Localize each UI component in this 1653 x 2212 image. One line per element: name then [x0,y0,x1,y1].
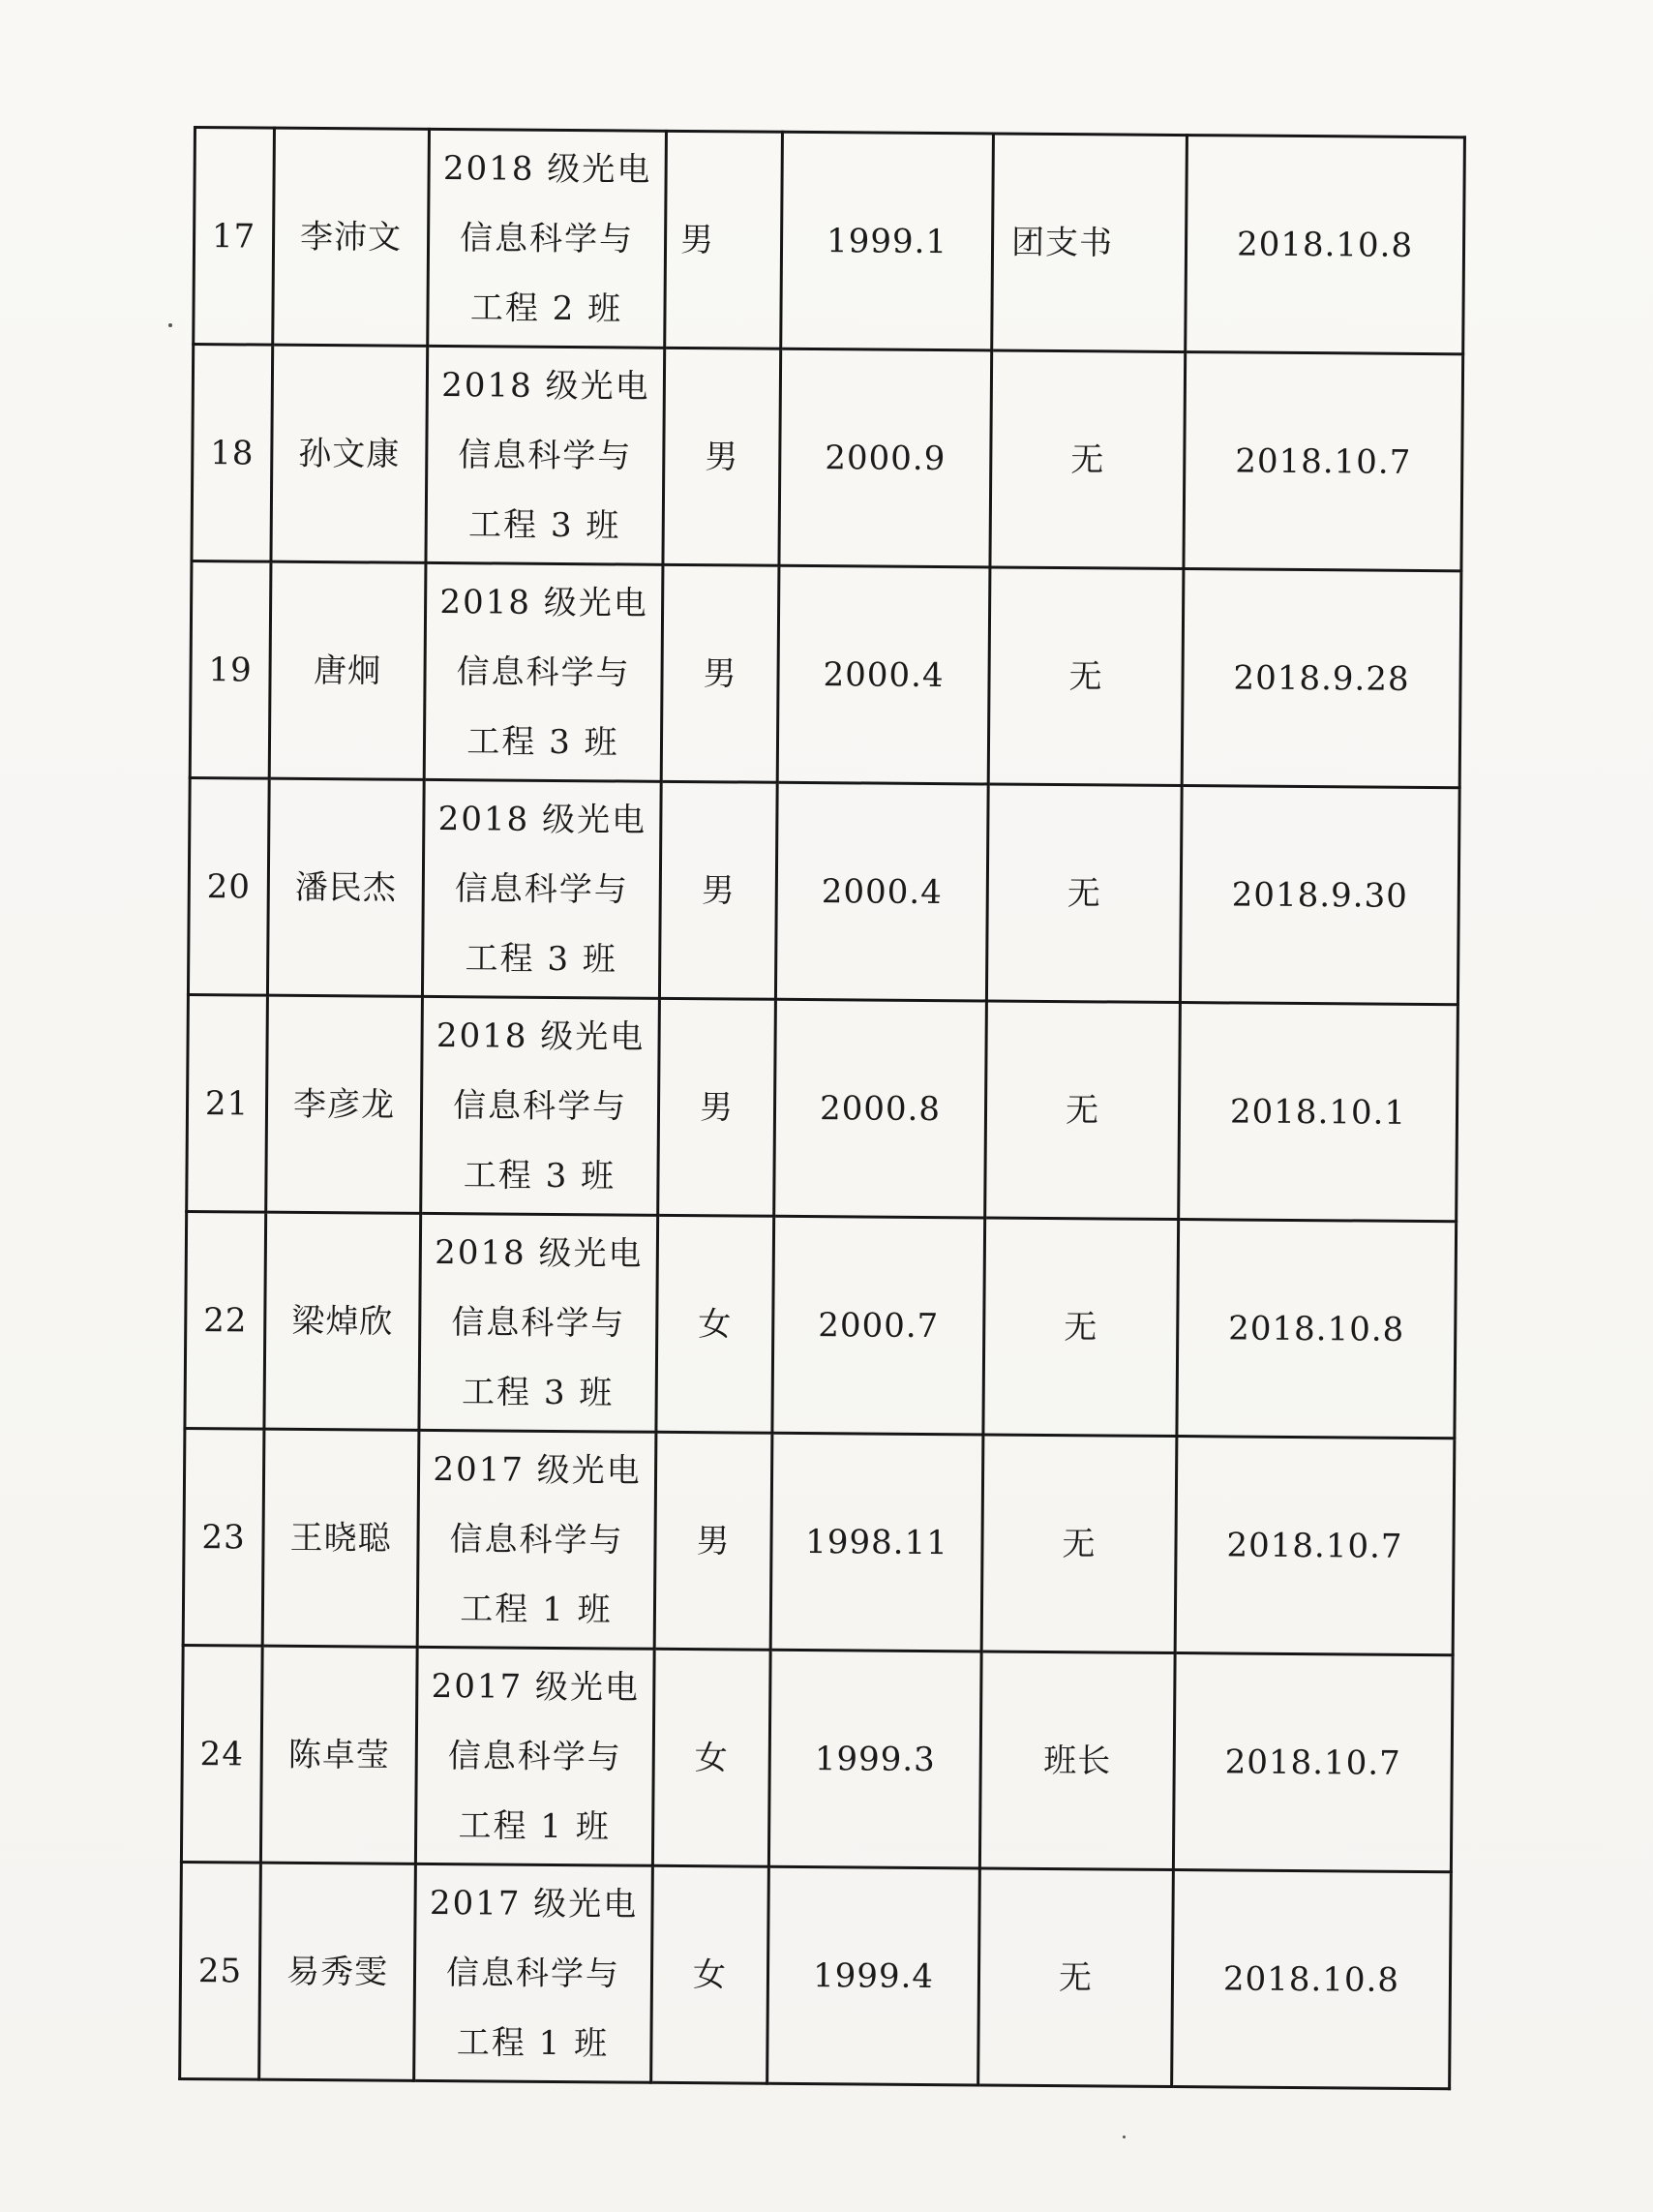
table-row [194,128,1465,354]
gender-cell: 女 [656,1215,774,1433]
table-row [192,345,1463,571]
position-cell: 无 [978,1868,1174,2087]
row-number: 18 [192,345,273,562]
row-number: 21 [187,994,268,1212]
gender-cell: 男 [654,1432,772,1650]
member-table [178,126,1466,2090]
birth-cell: 2000.7 [772,1216,985,1435]
table-row [190,561,1461,787]
birth-cell: 1999.1 [781,132,994,350]
row-number: 20 [188,777,269,995]
birth-cell: 1999.4 [767,1866,980,2085]
date-cell: 2018.10.7 [1184,352,1463,571]
member-name: 梁焯欣 [264,1212,421,1430]
class-cell: 2017 级光电 信息科学与 工程 1 班 [414,1864,653,2082]
birth-cell: 1999.3 [768,1650,981,1868]
scan-speck [1123,2136,1126,2138]
member-name: 潘民杰 [267,778,424,996]
row-number: 25 [180,1862,261,2079]
gender-cell: 男 [658,998,776,1216]
gender-cell: 男 [663,348,781,565]
row-number: 23 [183,1428,264,1646]
member-name: 陈卓莹 [260,1646,417,1864]
table-row [185,1211,1457,1438]
class-cell: 2017 级光电 信息科学与 工程 1 班 [417,1430,656,1649]
gender-cell: 男 [661,564,779,782]
position-cell: 无 [986,784,1182,1003]
birth-cell: 2000.9 [779,348,992,567]
member-name: 孙文康 [271,345,428,562]
member-name: 李沛文 [273,128,430,346]
row-number: 24 [181,1645,262,1863]
gender-cell: 女 [651,1865,769,2083]
class-cell: 2018 级光电 信息科学与 工程 3 班 [426,346,665,564]
date-cell: 2018.10.1 [1179,1003,1458,1222]
member-name: 唐炯 [269,561,426,779]
class-cell: 2018 级光电 信息科学与 工程 3 班 [421,996,660,1215]
class-cell: 2018 级光电 信息科学与 工程 2 班 [428,129,667,348]
gender-cell: 男 [659,781,777,999]
table-row [183,1428,1455,1654]
member-name: 王晓聪 [262,1429,419,1647]
date-cell: 2018.10.7 [1173,1653,1453,1872]
position-cell: 团支书 [992,134,1187,352]
birth-cell: 2000.4 [777,565,990,784]
scan-speck [168,323,172,327]
position-cell: 班长 [979,1651,1175,1870]
table-row [180,1862,1452,2088]
class-cell: 2017 级光电 信息科学与 工程 1 班 [415,1647,654,1865]
position-cell: 无 [981,1435,1177,1653]
row-number: 17 [194,128,275,346]
table-row [181,1645,1453,1871]
position-cell: 无 [988,567,1184,786]
row-number: 22 [185,1211,266,1429]
date-cell: 2018.9.30 [1180,786,1459,1005]
class-cell: 2018 级光电 信息科学与 工程 3 班 [424,562,663,781]
date-cell: 2018.10.8 [1172,1870,1452,2089]
class-cell: 2018 级光电 信息科学与 工程 3 班 [422,779,661,998]
date-cell: 2018.10.8 [1177,1220,1457,1439]
position-cell: 无 [985,1001,1181,1220]
birth-cell: 1998.11 [770,1433,983,1651]
position-cell: 无 [990,350,1186,569]
birth-cell: 2000.4 [775,782,988,1001]
date-cell: 2018.10.7 [1175,1437,1455,1655]
member-name: 易秀雯 [259,1863,416,2080]
row-number: 19 [190,561,271,778]
class-cell: 2018 级光电 信息科学与 工程 3 班 [419,1213,658,1432]
date-cell: 2018.10.8 [1186,136,1465,354]
member-name: 李彦龙 [266,995,423,1213]
birth-cell: 2000.8 [774,999,987,1218]
date-cell: 2018.9.28 [1182,569,1461,788]
gender-cell: 女 [652,1649,770,1866]
position-cell: 无 [983,1218,1179,1437]
table-row [188,777,1459,1004]
table-row [187,994,1458,1221]
gender-cell: 男 [665,131,783,348]
